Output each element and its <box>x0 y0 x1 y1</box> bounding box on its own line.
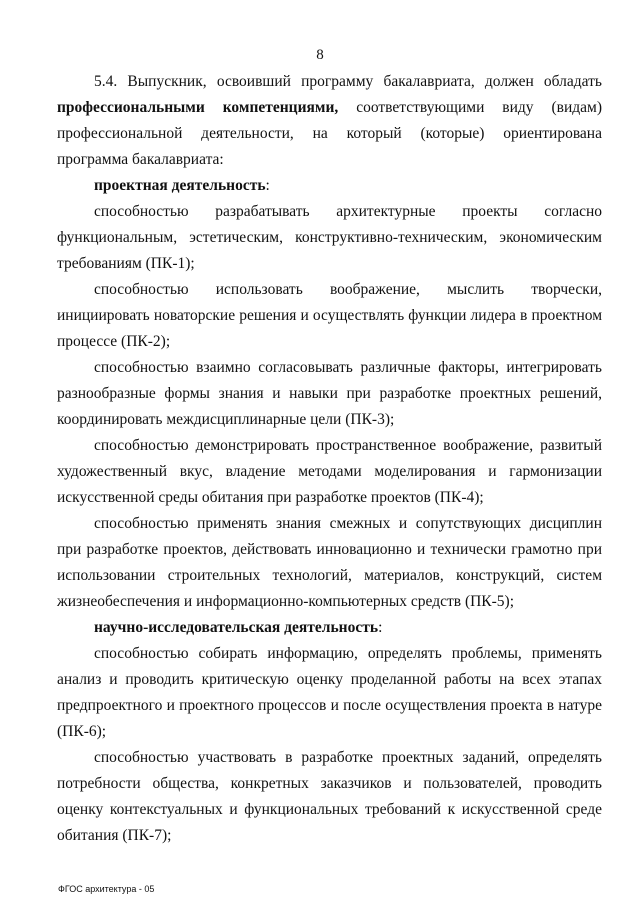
competency-pk5: способностью применять знания смежных и сопутствующих дисциплин при разработке проектов, действовать инновационно и технически грамотно при использовании строительных технологий, материалов, конструкций, систем жизнеобеспечения и информационно-компьютерных средств (ПК-5); <box>57 515 602 610</box>
page-footer: ФГОС архитектура - 05 <box>58 884 155 894</box>
intro-tail: соответствующими виду (видам) профессиональной деятельности, на который (которые) ориентирована программа бакалавриата: <box>57 99 602 168</box>
competency-pk6: способностью собирать информацию, определять проблемы, применять анализ и проводить критическую оценку проделанной работы на всех этапах предпроектного и проектного процессов и после осуществления проекта в натуре (ПК-6); <box>57 645 602 740</box>
competency-pk7: способностью участвовать в разработке проектных заданий, определять потребности общества, конкретных заказчиков и пользователей, проводить оценку контекстуальных и функциональных требований к искусственной среде обитания (ПК-7); <box>57 749 602 844</box>
intro-paragraph <box>57 69 602 173</box>
section-heading-design <box>57 173 602 199</box>
section-heading-research <box>57 615 602 641</box>
section-heading-research-colon: : <box>378 619 383 636</box>
section-heading-design-colon: : <box>265 177 270 194</box>
competency-pk4: способностью демонстрировать пространственное воображение, развитый художественный вкус, владение методами моделирования и гармонизации искусственной среды обитания при разработке проектов (ПК-4); <box>57 437 602 506</box>
document-body <box>57 69 602 849</box>
page-number: 8 <box>316 47 324 63</box>
competency-pk1: способностью разрабатывать архитектурные проекты согласно функциональным, эстетическим, конструктивно-техническим, экономическим требованиям (ПК-1); <box>57 203 602 272</box>
competency-pk2: способностью использовать воображение, мыслить творчески, инициировать новаторские решения и осуществлять функции лидера в проектном процессе (ПК-2); <box>57 281 602 350</box>
section-heading-design-text: проектная деятельность <box>94 177 266 194</box>
competency-pk3: способностью взаимно согласовывать различные факторы, интегрировать разнообразные формы знания и навыки при разработке проектных решений, координировать междисциплинарные цели (ПК-3); <box>57 359 602 428</box>
intro-lead: 5.4. Выпускник, освоивший программу бакалавриата, должен обладать <box>94 73 602 90</box>
intro-bold: профессиональными компетенциями, <box>57 99 339 116</box>
section-heading-research-text: научно-исследовательская деятельность <box>94 619 379 636</box>
